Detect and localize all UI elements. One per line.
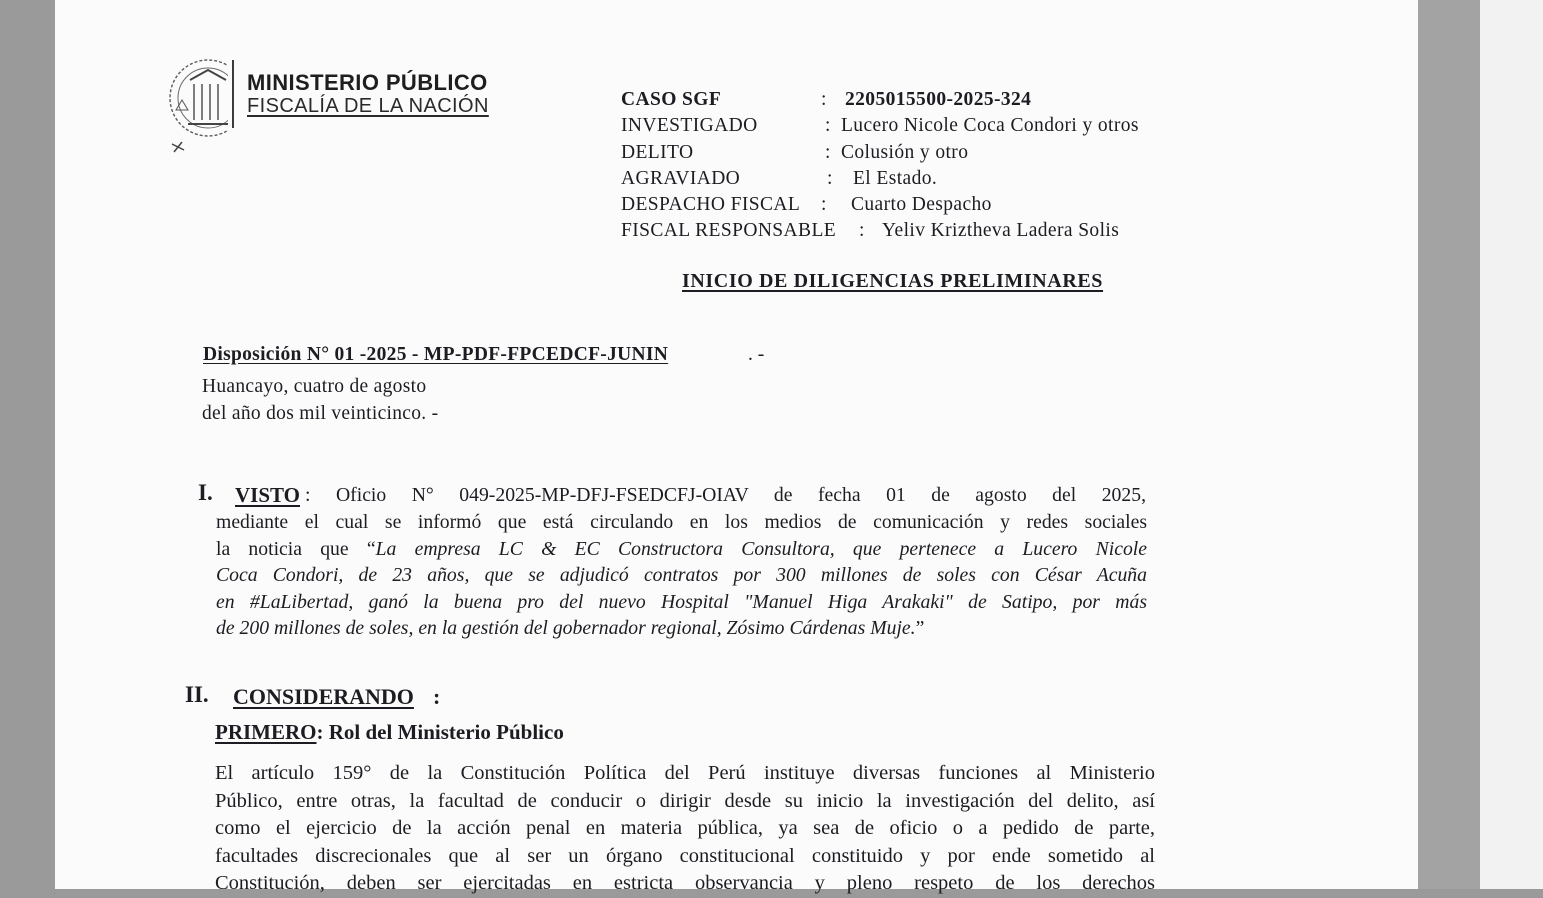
section-heading: VISTO bbox=[235, 483, 300, 507]
visto-quote-first-line bbox=[216, 536, 1147, 563]
section-number: I. bbox=[198, 480, 213, 505]
viewer-edge bbox=[1480, 0, 1543, 889]
visto-quote-last-line bbox=[216, 615, 1076, 642]
paragraph-line: mediante el cual se informó que está circulando en los medios de comunicación y redes sociales bbox=[216, 511, 1147, 533]
paragraph-line: Constitución, deben ser ejercitadas en estricta observancia y pleno respeto de los derechos bbox=[215, 872, 1155, 894]
document-page bbox=[55, 0, 1418, 894]
case-info-value: Cuarto Despacho bbox=[851, 194, 992, 215]
subsection-title: : Rol del Ministerio Público bbox=[316, 720, 564, 744]
case-info-label: DELITO bbox=[621, 142, 694, 163]
case-info-separator: : bbox=[821, 194, 827, 215]
place-date-line: del año dos mil veinticinco. - bbox=[202, 403, 439, 424]
case-info-separator: : bbox=[825, 115, 831, 136]
considerando-paragraph bbox=[215, 760, 1155, 898]
logo-divider bbox=[232, 60, 234, 128]
paragraph-line: El artículo 159° de la Constitución Política del Perú instituye diversas funciones al Ministerio bbox=[215, 762, 1155, 784]
case-info-value: 2205015500-2025-324 bbox=[845, 89, 1032, 110]
paragraph-line: como el ejercicio de la acción penal en materia pública, ya sea de oficio o a pedido de parte, bbox=[215, 817, 1155, 839]
case-info-value: Yeliv Kriztheva Ladera Solis bbox=[882, 220, 1120, 241]
subsection-label: PRIMERO bbox=[215, 720, 317, 744]
visto-paragraph bbox=[216, 509, 1147, 536]
case-info-label: INVESTIGADO bbox=[621, 115, 758, 136]
case-info-separator: : bbox=[821, 89, 827, 110]
section-heading: CONSIDERANDO bbox=[233, 684, 414, 709]
quote-close-mark: ” bbox=[915, 617, 925, 639]
case-info-value: El Estado. bbox=[853, 168, 938, 189]
disposition-number: Disposición N° 01 -2025 - MP-PDF-FPCEDCF-JUNIN bbox=[203, 344, 669, 365]
case-info-label: AGRAVIADO bbox=[621, 168, 741, 189]
case-info-label: CASO SGF bbox=[621, 89, 722, 110]
case-info-label: FISCAL RESPONSABLE bbox=[621, 220, 837, 241]
visto-quote bbox=[216, 562, 1147, 615]
document-title: INICIO DE DILIGENCIAS PRELIMINARES bbox=[682, 270, 1104, 292]
quote-line: La empresa LC & EC Constructora Consultora, que pertenece a Lucero Nicole bbox=[375, 538, 1147, 560]
ministerio-publico-seal-icon bbox=[168, 40, 228, 162]
quote-first-line bbox=[216, 536, 1147, 563]
subsection-heading bbox=[215, 720, 564, 745]
paragraph-line: Público, entre otras, la facultad de conducir o dirigir desde su inicio la investigación del delito, así bbox=[215, 789, 1155, 812]
viewer-background bbox=[1418, 0, 1480, 889]
case-info-separator: : bbox=[825, 142, 831, 163]
org-name: MINISTERIO PÚBLICO bbox=[247, 70, 488, 95]
case-info-value: Lucero Nicole Coca Condori y otros bbox=[841, 115, 1139, 136]
visto-first-line bbox=[305, 482, 1146, 509]
quote-line: de 200 millones de soles, en la gestión del gobernador regional, Zósimo Cárdenas Muje. bbox=[216, 617, 916, 639]
paragraph-line: la noticia que “ bbox=[216, 538, 376, 560]
org-subtitle: FISCALÍA DE LA NACIÓN bbox=[247, 95, 489, 117]
quote-line: en #LaLibertad, ganó la buena pro del nuevo Hospital "Manuel Higa Arakaki" de Satipo, por más bbox=[216, 590, 1147, 613]
case-info-separator: : bbox=[827, 168, 833, 189]
quote-line: Coca Condori, de 23 años, que se adjudicó contratos por 300 millones de soles con César Acuña bbox=[216, 564, 1147, 586]
section-number: II. bbox=[185, 682, 209, 707]
case-info-value: Colusión y otro bbox=[841, 142, 969, 163]
case-info-label: DESPACHO FISCAL bbox=[621, 194, 801, 215]
case-info-separator: : bbox=[859, 220, 865, 241]
section-heading-colon: : bbox=[433, 684, 441, 709]
paragraph-line: facultades discrecionales que al ser un órgano constitucional constituido y por ende sometido al bbox=[215, 844, 1155, 867]
paragraph-line: : Oficio N° 049-2025-MP-DFJ-FSEDCFJ-OIAV de fecha 01 de agosto del 2025, bbox=[305, 484, 1146, 506]
place-date-line: Huancayo, cuatro de agosto bbox=[202, 376, 427, 397]
disposition-trail: . - bbox=[748, 344, 765, 365]
